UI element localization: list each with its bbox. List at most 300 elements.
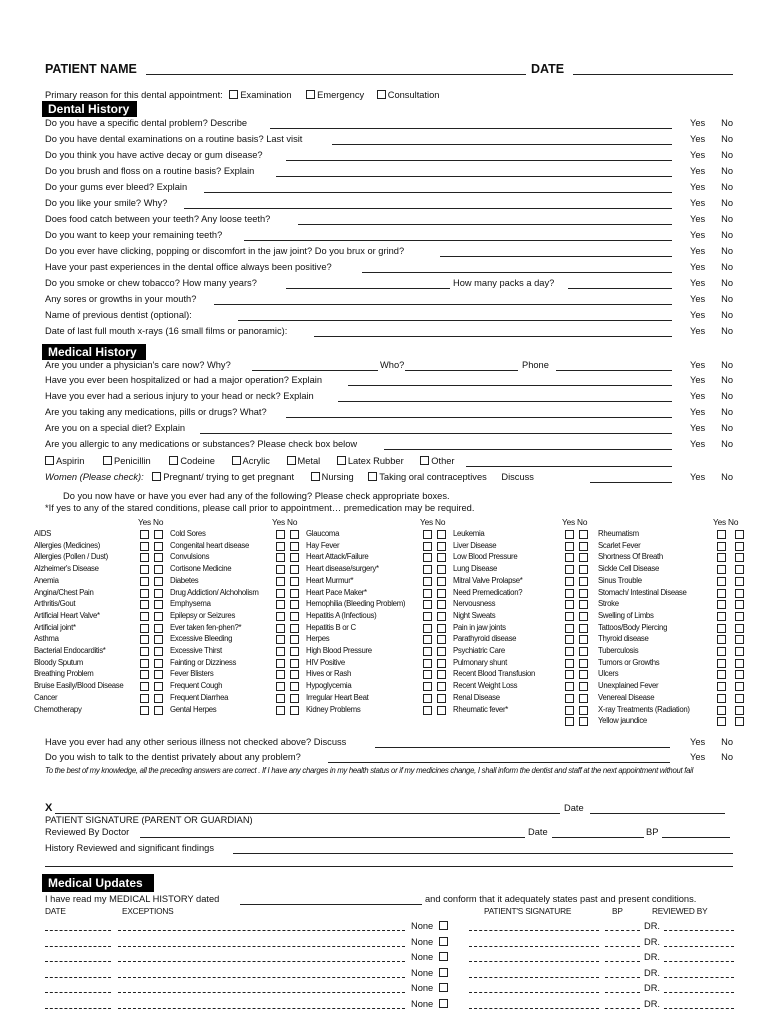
penicillin-checkbox[interactable] <box>103 456 112 465</box>
update-none-option[interactable]: None <box>411 968 448 978</box>
condition-no-checkbox[interactable] <box>735 694 744 703</box>
other-illness-line[interactable] <box>375 747 670 748</box>
condition-yes-checkbox[interactable] <box>423 612 432 621</box>
update-none-checkbox[interactable] <box>439 937 448 946</box>
dental-yes-no-2[interactable]: Yes No <box>690 134 734 144</box>
condition-yes-checkbox[interactable] <box>140 624 149 633</box>
update-bp-line[interactable] <box>605 930 640 931</box>
update-bp-line[interactable] <box>605 946 640 947</box>
update-none-checkbox[interactable] <box>439 983 448 992</box>
condition-no-checkbox[interactable] <box>579 612 588 621</box>
condition-yes-checkbox[interactable] <box>140 682 149 691</box>
condition-no-checkbox[interactable] <box>154 530 163 539</box>
condition-yes-checkbox[interactable] <box>717 612 726 621</box>
update-signature-line[interactable] <box>469 992 599 993</box>
dental-question-9: Do you ever have clicking, popping or discomfort in the jaw joint? Do you brux or grind? <box>45 246 405 256</box>
medical-yes-no-4[interactable]: Yes No <box>690 423 734 433</box>
update-signature-line[interactable] <box>469 1008 599 1009</box>
condition-yes-checkbox[interactable] <box>565 530 574 539</box>
dental-answer-line-7[interactable] <box>298 224 672 225</box>
condition-yes-checkbox[interactable] <box>140 706 149 715</box>
condition-yes-checkbox[interactable] <box>423 670 432 679</box>
pregnant-checkbox[interactable] <box>152 472 161 481</box>
condition-no-checkbox[interactable] <box>579 530 588 539</box>
dental-answer-line-1[interactable] <box>270 128 672 129</box>
update-dr-label: DR. <box>644 952 661 963</box>
condition-yes-checkbox[interactable] <box>565 682 574 691</box>
dental-answer-line-13[interactable] <box>238 320 672 321</box>
condition-no-checkbox[interactable] <box>154 589 163 598</box>
condition-col3-11: High Blood Pressure <box>306 646 372 655</box>
medical-question-4: Are you on a special diet? Explain <box>45 423 186 433</box>
condition-yes-checkbox[interactable] <box>423 624 432 633</box>
condition-yes-checkbox[interactable] <box>276 612 285 621</box>
condition-no-checkbox[interactable] <box>437 635 446 644</box>
dental-yes-no-1[interactable]: Yes No <box>690 118 734 128</box>
dental-yes-no-14[interactable]: Yes No <box>690 326 734 336</box>
codeine-checkbox[interactable] <box>169 456 178 465</box>
condition-yes-checkbox[interactable] <box>565 659 574 668</box>
nursing-checkbox[interactable] <box>311 472 320 481</box>
update-dr-label: DR. <box>644 921 661 931</box>
condition-no-checkbox[interactable] <box>154 659 163 668</box>
condition-no-checkbox[interactable] <box>735 565 744 574</box>
condition-yes-checkbox[interactable] <box>423 553 432 562</box>
update-none-checkbox[interactable] <box>439 952 448 961</box>
condition-no-checkbox[interactable] <box>154 542 163 551</box>
update-date-line[interactable] <box>45 930 111 931</box>
condition-yes-checkbox[interactable] <box>565 577 574 586</box>
condition-yes-checkbox[interactable] <box>717 542 726 551</box>
condition-yes-checkbox[interactable] <box>276 565 285 574</box>
dental-answer-line-14[interactable] <box>314 336 672 337</box>
examination-checkbox[interactable] <box>229 90 238 99</box>
physician-yes-no[interactable]: Yes No <box>690 360 734 370</box>
condition-yes-checkbox[interactable] <box>276 682 285 691</box>
dental-answer-line-9[interactable] <box>440 256 672 257</box>
discuss-line[interactable] <box>590 482 672 483</box>
dental-yes-no-13[interactable]: Yes No <box>690 310 734 320</box>
condition-yes-checkbox[interactable] <box>423 647 432 656</box>
condition-no-checkbox[interactable] <box>579 589 588 598</box>
condition-no-checkbox[interactable] <box>154 577 163 586</box>
condition-no-checkbox[interactable] <box>579 553 588 562</box>
reviewed-date-line[interactable] <box>552 837 644 838</box>
date-line[interactable] <box>573 74 733 75</box>
condition-no-checkbox[interactable] <box>154 670 163 679</box>
condition-yes-checkbox[interactable] <box>276 553 285 562</box>
condition-no-checkbox[interactable] <box>154 635 163 644</box>
condition-no-checkbox[interactable] <box>290 659 299 668</box>
condition-no-checkbox[interactable] <box>290 577 299 586</box>
condition-yes-checkbox[interactable] <box>423 706 432 715</box>
update-date-line[interactable] <box>45 961 111 962</box>
condition-yes-checkbox[interactable] <box>423 542 432 551</box>
condition-no-checkbox[interactable] <box>154 682 163 691</box>
update-signature-line[interactable] <box>469 977 599 978</box>
condition-yes-checkbox[interactable] <box>717 694 726 703</box>
condition-yes-checkbox[interactable] <box>276 624 285 633</box>
dental-answer-line-12[interactable] <box>214 304 672 305</box>
condition-yes-checkbox[interactable] <box>717 670 726 679</box>
dental-answer-line-6[interactable] <box>184 208 672 209</box>
contraceptives-checkbox[interactable] <box>368 472 377 481</box>
talk-privately-line[interactable] <box>328 762 670 763</box>
condition-yes-checkbox[interactable] <box>717 577 726 586</box>
condition-yes-checkbox[interactable] <box>140 565 149 574</box>
update-exceptions-line[interactable] <box>118 992 405 993</box>
condition-yes-checkbox[interactable] <box>423 600 432 609</box>
condition-yes-checkbox[interactable] <box>565 624 574 633</box>
condition-no-checkbox[interactable] <box>290 647 299 656</box>
condition-no-checkbox[interactable] <box>154 647 163 656</box>
update-signature-line[interactable] <box>469 946 599 947</box>
latex-checkbox[interactable] <box>337 456 346 465</box>
condition-yes-checkbox[interactable] <box>276 542 285 551</box>
condition-yes-checkbox[interactable] <box>140 553 149 562</box>
condition-no-checkbox[interactable] <box>735 659 744 668</box>
women-yes-no[interactable]: Yes No <box>690 472 734 482</box>
medical-yes-no-1[interactable]: Yes No <box>690 375 734 385</box>
condition-no-checkbox[interactable] <box>735 647 744 656</box>
condition-no-checkbox[interactable] <box>437 694 446 703</box>
update-exceptions-line[interactable] <box>118 946 405 947</box>
condition-no-checkbox[interactable] <box>579 565 588 574</box>
condition-yes-checkbox[interactable] <box>276 706 285 715</box>
medical-yes-no-3[interactable]: Yes No <box>690 407 734 417</box>
update-reviewer-line[interactable] <box>664 946 734 947</box>
aspirin-checkbox[interactable] <box>45 456 54 465</box>
medical-answer-line-3[interactable] <box>286 417 672 418</box>
history-reviewed-line-2[interactable] <box>45 866 733 867</box>
condition-yes-checkbox[interactable] <box>423 589 432 598</box>
condition-no-checkbox[interactable] <box>437 624 446 633</box>
condition-no-checkbox[interactable] <box>735 542 744 551</box>
condition-no-checkbox[interactable] <box>735 706 744 715</box>
condition-yes-checkbox[interactable] <box>565 717 574 726</box>
update-signature-line[interactable] <box>469 961 599 962</box>
condition-yes-checkbox[interactable] <box>140 577 149 586</box>
condition-no-checkbox[interactable] <box>290 553 299 562</box>
condition-no-checkbox[interactable] <box>579 717 588 726</box>
condition-yes-checkbox[interactable] <box>140 530 149 539</box>
condition-no-checkbox[interactable] <box>735 717 744 726</box>
physician-who-line[interactable] <box>405 370 518 371</box>
condition-no-checkbox[interactable] <box>437 600 446 609</box>
condition-no-checkbox[interactable] <box>437 647 446 656</box>
update-exceptions-line[interactable] <box>118 1008 405 1009</box>
dental-yes-no-3[interactable]: Yes No <box>690 150 734 160</box>
update-exceptions-line[interactable] <box>118 977 405 978</box>
condition-no-checkbox[interactable] <box>154 706 163 715</box>
signature-date-line[interactable] <box>590 813 725 814</box>
dental-question-2: Do you have dental examinations on a routine basis? Last visit <box>45 134 303 144</box>
condition-no-checkbox[interactable] <box>154 612 163 621</box>
condition-no-checkbox[interactable] <box>579 659 588 668</box>
condition-yes-checkbox[interactable] <box>423 659 432 668</box>
condition-yes-checkbox[interactable] <box>276 670 285 679</box>
dental-yes-no-11[interactable]: Yes No <box>690 278 734 288</box>
update-reviewer-line[interactable] <box>664 977 734 978</box>
history-reviewed-line[interactable] <box>233 853 733 854</box>
condition-no-checkbox[interactable] <box>579 694 588 703</box>
condition-yes-checkbox[interactable] <box>276 577 285 586</box>
condition-no-checkbox[interactable] <box>290 530 299 539</box>
condition-yes-checkbox[interactable] <box>717 647 726 656</box>
condition-yes-checkbox[interactable] <box>717 565 726 574</box>
dental-yes-no-5[interactable]: Yes No <box>690 182 734 192</box>
update-bp-line[interactable] <box>605 992 640 993</box>
condition-no-checkbox[interactable] <box>735 624 744 633</box>
condition-yes-checkbox[interactable] <box>423 530 432 539</box>
update-exceptions-line[interactable] <box>118 930 405 931</box>
condition-col5-3: Shortness Of Breath <box>598 552 663 562</box>
medical-yes-no-2[interactable]: Yes No <box>690 391 734 401</box>
condition-yes-checkbox[interactable] <box>565 670 574 679</box>
condition-yes-checkbox[interactable] <box>140 694 149 703</box>
condition-no-checkbox[interactable] <box>154 624 163 633</box>
condition-no-checkbox[interactable] <box>735 635 744 644</box>
dental-answer-line-5[interactable] <box>204 192 672 193</box>
reviewed-by-line[interactable] <box>140 837 525 838</box>
dental-yes-no-4[interactable]: Yes No <box>690 166 734 176</box>
other-allergy-line[interactable] <box>466 466 672 467</box>
update-none-checkbox[interactable] <box>439 999 448 1008</box>
update-signature-line[interactable] <box>469 930 599 931</box>
condition-yes-checkbox[interactable] <box>276 530 285 539</box>
condition-yes-checkbox[interactable] <box>140 670 149 679</box>
condition-no-checkbox[interactable] <box>579 647 588 656</box>
condition-yes-checkbox[interactable] <box>565 542 574 551</box>
dental-answer-line-3[interactable] <box>286 160 672 161</box>
dental-yes-no-8[interactable]: Yes No <box>690 230 734 240</box>
emergency-checkbox[interactable] <box>306 90 315 99</box>
medical-answer-line-4[interactable] <box>200 433 672 434</box>
update-bp-line[interactable] <box>605 961 640 962</box>
condition-no-checkbox[interactable] <box>579 682 588 691</box>
condition-yes-checkbox[interactable] <box>717 659 726 668</box>
condition-yes-checkbox[interactable] <box>717 600 726 609</box>
condition-yes-checkbox[interactable] <box>717 624 726 633</box>
condition-no-checkbox[interactable] <box>437 589 446 598</box>
medical-answer-line-1[interactable] <box>348 385 672 386</box>
condition-yes-checkbox[interactable] <box>276 694 285 703</box>
condition-yes-checkbox[interactable] <box>423 635 432 644</box>
condition-yes-checkbox[interactable] <box>565 565 574 574</box>
condition-no-checkbox[interactable] <box>579 706 588 715</box>
condition-no-checkbox[interactable] <box>735 530 744 539</box>
talk-privately-yes-no[interactable]: Yes No <box>690 752 734 762</box>
condition-no-checkbox[interactable] <box>437 565 446 574</box>
condition-no-checkbox[interactable] <box>437 670 446 679</box>
other-illness-yes-no[interactable]: Yes No <box>690 737 734 747</box>
talk-privately-question: Do you wish to talk to the dentist privately about any problem? <box>45 752 301 762</box>
update-none-option[interactable]: None <box>411 921 448 931</box>
other-illness-question: Have you ever had any other serious illness not checked above? Discuss <box>45 737 347 747</box>
condition-yes-checkbox[interactable] <box>565 612 574 621</box>
update-date-line[interactable] <box>45 1008 111 1009</box>
condition-col5-12: Tumors or Growths <box>598 657 660 667</box>
condition-yes-checkbox[interactable] <box>140 542 149 551</box>
yes-no-header-1: Yes No <box>138 517 164 527</box>
condition-col4-10: Parathyroid disease <box>453 634 517 644</box>
update-bp-line[interactable] <box>605 1008 640 1009</box>
condition-yes-checkbox[interactable] <box>717 635 726 644</box>
condition-no-checkbox[interactable] <box>290 635 299 644</box>
condition-no-checkbox[interactable] <box>290 589 299 598</box>
condition-yes-checkbox[interactable] <box>565 589 574 598</box>
condition-col2-13: Fever Blisters <box>170 669 214 679</box>
condition-no-checkbox[interactable] <box>735 553 744 562</box>
condition-col2-4: Cortisone Medicine <box>170 564 232 574</box>
dental-yes-no-9[interactable]: Yes No <box>690 246 734 256</box>
condition-no-checkbox[interactable] <box>290 682 299 691</box>
condition-yes-checkbox[interactable] <box>717 706 726 715</box>
packs-per-day-line[interactable] <box>568 288 672 289</box>
dental-yes-no-12[interactable]: Yes No <box>690 294 734 304</box>
condition-yes-checkbox[interactable] <box>140 600 149 609</box>
condition-no-checkbox[interactable] <box>579 635 588 644</box>
condition-no-checkbox[interactable] <box>437 682 446 691</box>
condition-no-checkbox[interactable] <box>735 589 744 598</box>
condition-no-checkbox[interactable] <box>290 694 299 703</box>
condition-yes-checkbox[interactable] <box>717 717 726 726</box>
dental-yes-no-7[interactable]: Yes No <box>690 214 734 224</box>
condition-no-checkbox[interactable] <box>579 600 588 609</box>
update-bp-line[interactable] <box>605 977 640 978</box>
codeine-label: Codeine <box>180 456 215 466</box>
update-reviewer-line[interactable] <box>664 930 734 931</box>
condition-no-checkbox[interactable] <box>437 530 446 539</box>
update-date-line[interactable] <box>45 977 111 978</box>
condition-no-checkbox[interactable] <box>579 577 588 586</box>
condition-no-checkbox[interactable] <box>290 542 299 551</box>
condition-yes-checkbox[interactable] <box>140 635 149 644</box>
condition-yes-checkbox[interactable] <box>565 600 574 609</box>
dental-yes-no-6[interactable]: Yes No <box>690 198 734 208</box>
condition-no-checkbox[interactable] <box>437 542 446 551</box>
condition-no-checkbox[interactable] <box>579 542 588 551</box>
dental-answer-line-2[interactable] <box>332 144 672 145</box>
condition-no-checkbox[interactable] <box>290 612 299 621</box>
smoke-years-line[interactable] <box>286 288 450 289</box>
condition-no-checkbox[interactable] <box>437 577 446 586</box>
condition-yes-checkbox[interactable] <box>423 577 432 586</box>
condition-no-checkbox[interactable] <box>579 624 588 633</box>
update-none-option[interactable]: None <box>411 983 448 993</box>
medical-answer-line-2[interactable] <box>338 401 672 402</box>
acrylic-checkbox[interactable] <box>232 456 241 465</box>
condition-yes-checkbox[interactable] <box>565 553 574 562</box>
condition-col2-3: Convulsions <box>170 552 210 562</box>
condition-yes-checkbox[interactable] <box>423 694 432 703</box>
dental-answer-line-8[interactable] <box>244 240 672 241</box>
condition-yes-checkbox[interactable] <box>565 635 574 644</box>
condition-yes-checkbox[interactable] <box>140 659 149 668</box>
condition-yes-checkbox[interactable] <box>565 706 574 715</box>
update-reviewer-line[interactable] <box>664 992 734 993</box>
condition-no-checkbox[interactable] <box>735 670 744 679</box>
update-date-line[interactable] <box>45 992 111 993</box>
condition-no-checkbox[interactable] <box>154 565 163 574</box>
update-none-checkbox[interactable] <box>439 921 448 930</box>
condition-yes-checkbox[interactable] <box>276 600 285 609</box>
condition-yes-checkbox[interactable] <box>423 565 432 574</box>
condition-yes-checkbox[interactable] <box>423 682 432 691</box>
dental-answer-line-4[interactable] <box>276 176 672 177</box>
dental-yes-no-10[interactable]: Yes No <box>690 262 734 272</box>
condition-yes-checkbox[interactable] <box>565 694 574 703</box>
condition-no-checkbox[interactable] <box>437 553 446 562</box>
update-none-option[interactable]: None <box>411 952 448 962</box>
condition-no-checkbox[interactable] <box>437 659 446 668</box>
condition-no-checkbox[interactable] <box>437 706 446 715</box>
update-none-checkbox[interactable] <box>439 968 448 977</box>
condition-no-checkbox[interactable] <box>154 600 163 609</box>
update-none-option[interactable]: None <box>411 999 448 1009</box>
consultation-checkbox[interactable] <box>377 90 386 99</box>
condition-no-checkbox[interactable] <box>735 682 744 691</box>
other-checkbox[interactable] <box>420 456 429 465</box>
condition-col2-14: Frequent Cough <box>170 681 223 691</box>
bp-line[interactable] <box>662 837 730 838</box>
medical-history-dated-line[interactable] <box>240 904 422 905</box>
condition-no-checkbox[interactable] <box>290 624 299 633</box>
condition-yes-checkbox[interactable] <box>276 589 285 598</box>
condition-no-checkbox[interactable] <box>154 694 163 703</box>
condition-no-checkbox[interactable] <box>154 553 163 562</box>
condition-no-checkbox[interactable] <box>290 565 299 574</box>
physician-why-line[interactable] <box>252 370 378 371</box>
condition-yes-checkbox[interactable] <box>565 647 574 656</box>
medical-answer-line-5[interactable] <box>384 449 672 450</box>
update-none-option[interactable]: None <box>411 937 448 947</box>
condition-yes-checkbox[interactable] <box>140 612 149 621</box>
patient-name-line[interactable] <box>146 74 526 75</box>
update-reviewer-line[interactable] <box>664 961 734 962</box>
condition-no-checkbox[interactable] <box>290 706 299 715</box>
condition-no-checkbox[interactable] <box>735 600 744 609</box>
condition-yes-checkbox[interactable] <box>276 635 285 644</box>
condition-no-checkbox[interactable] <box>735 612 744 621</box>
other-label: Other <box>431 456 455 466</box>
condition-yes-checkbox[interactable] <box>717 589 726 598</box>
update-exceptions-line[interactable] <box>118 961 405 962</box>
medical-question-3: Are you taking any medications, pills or drugs? What? <box>45 407 267 417</box>
condition-yes-checkbox[interactable] <box>140 589 149 598</box>
condition-yes-checkbox[interactable] <box>276 659 285 668</box>
medical-yes-no-5[interactable]: Yes No <box>690 439 734 449</box>
metal-checkbox[interactable] <box>287 456 296 465</box>
condition-no-checkbox[interactable] <box>437 612 446 621</box>
condition-no-checkbox[interactable] <box>735 577 744 586</box>
condition-yes-checkbox[interactable] <box>717 553 726 562</box>
condition-col2-1: Cold Sores <box>170 529 206 538</box>
update-reviewer-line[interactable] <box>664 1008 734 1009</box>
dental-answer-line-10[interactable] <box>362 272 672 273</box>
condition-yes-checkbox[interactable] <box>717 682 726 691</box>
patient-signature-line[interactable] <box>55 813 560 814</box>
physician-phone-line[interactable] <box>556 370 672 371</box>
condition-no-checkbox[interactable] <box>290 600 299 609</box>
emergency-label: Emergency <box>317 90 365 100</box>
condition-yes-checkbox[interactable] <box>140 647 149 656</box>
condition-yes-checkbox[interactable] <box>717 530 726 539</box>
condition-yes-checkbox[interactable] <box>276 647 285 656</box>
condition-no-checkbox[interactable] <box>290 670 299 679</box>
condition-no-checkbox[interactable] <box>579 670 588 679</box>
update-date-line[interactable] <box>45 946 111 947</box>
